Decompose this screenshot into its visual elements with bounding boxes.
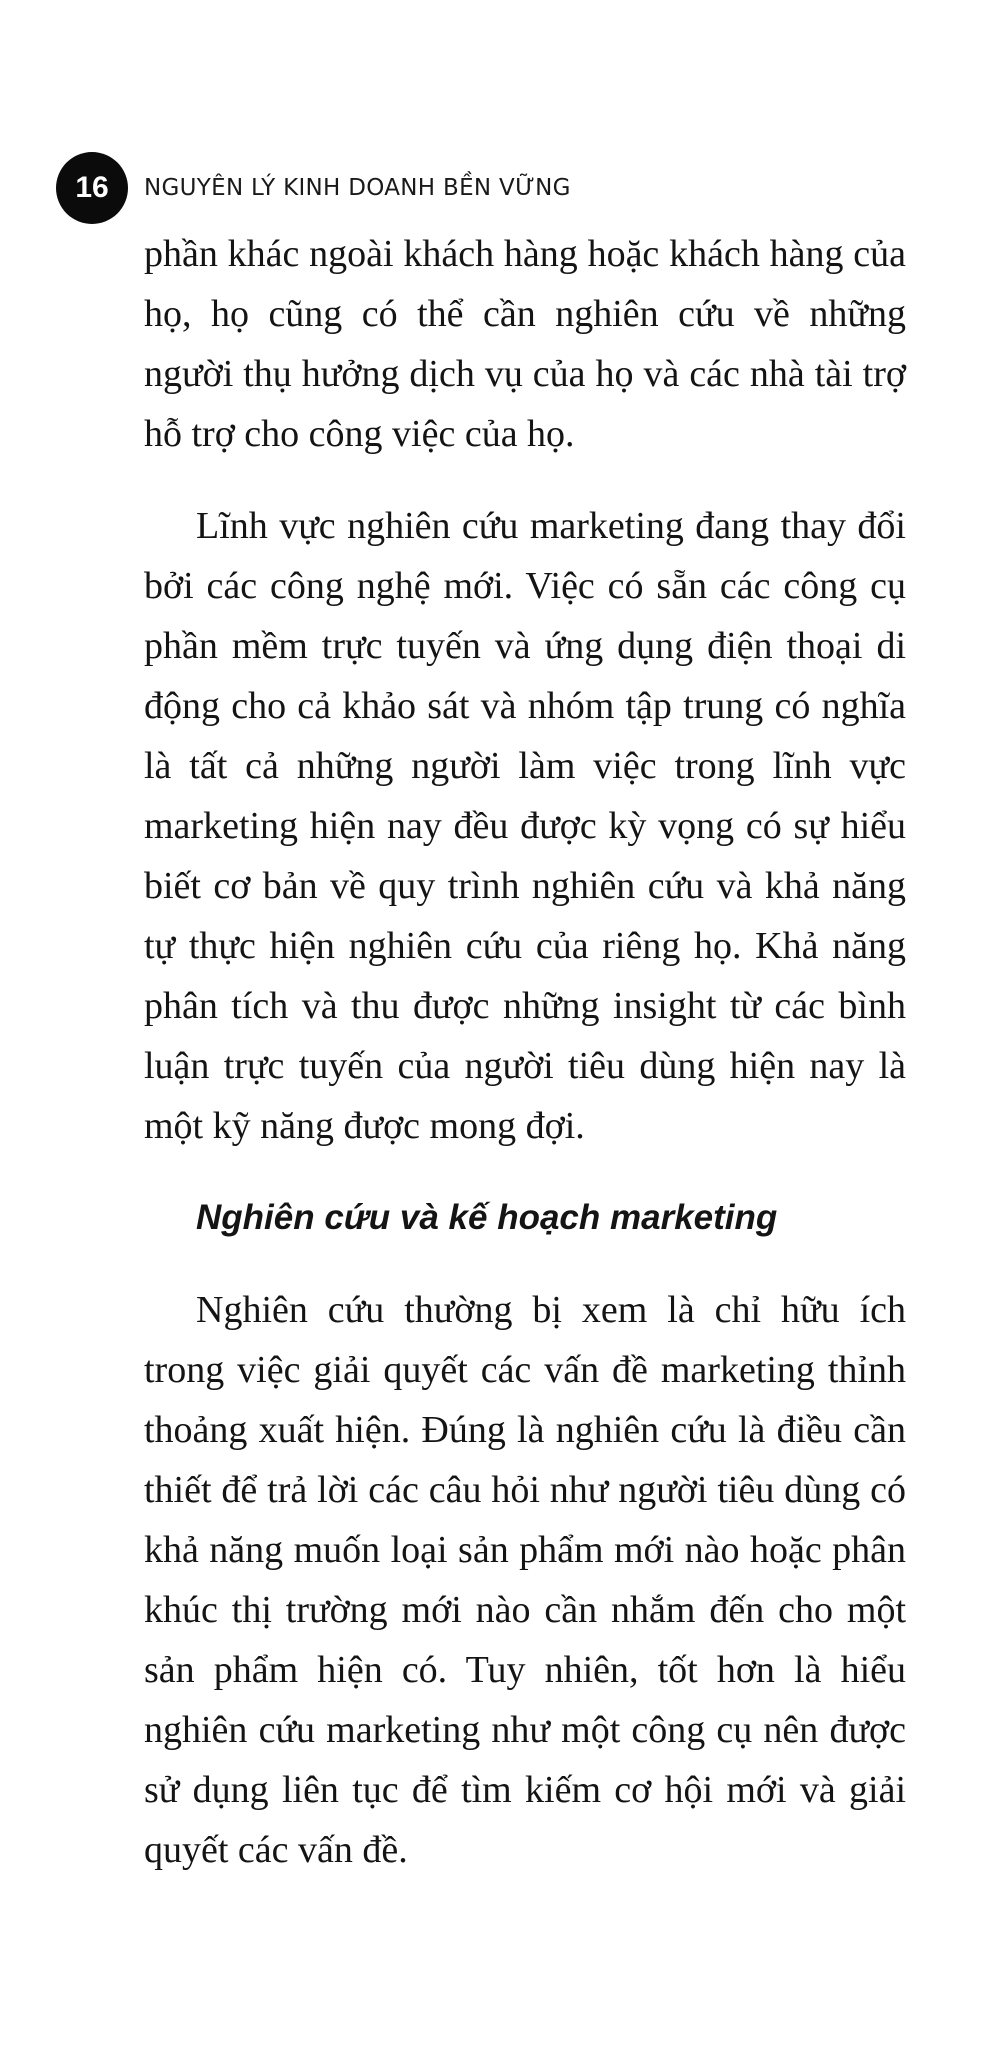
page-number-badge: 16: [56, 152, 128, 224]
paragraph: Nghiên cứu thường bị xem là chỉ hữu ích trong việc giải quyết các vấn đề marketing thỉnh thoảng xuất hiện. Đúng là nghiên cứu là điều cần thiết để trả lời các câu hỏi như người tiêu dùng có khả năng muốn loại sản phẩm mới nào hoặc phân khúc thị trường mới nào cần nhắm đến cho một sản phẩm hiện có. Tuy nhiên, tốt hơn là hiểu nghiên cứu marketing như một công cụ nên được sử dụng liên tục để tìm kiếm cơ hội mới và giải quyết các vấn đề.: [144, 1289, 906, 1871]
paragraph-spacer: [144, 1248, 906, 1280]
paragraph-spacer: [144, 1156, 906, 1188]
paragraph: Lĩnh vực nghiên cứu marketing đang thay đổi bởi các công nghệ mới. Việc có sẵn các công cụ phần mềm trực tuyến và ứng dụng điện thoại di động cho cả khảo sát và nhóm tập trung có nghĩa là tất cả những người làm việc trong lĩnh vực marketing hiện nay đều được kỳ vọng có sự hiểu biết cơ bản về quy trình nghiên cứu và khả năng tự thực hiện nghiên cứu của riêng họ. Khả năng phân tích và thu được những insight từ các bình luận trực tuyến của người tiêu dùng hiện nay là một kỹ năng được mong đợi.: [144, 505, 906, 1147]
paragraph-continued: phần khác ngoài khách hàng hoặc khách hàng của họ, họ cũng có thể cần nghiên cứu về những người thụ hưởng dịch vụ của họ và các nhà tài trợ hỗ trợ cho công việc của họ.: [144, 233, 906, 455]
page-header: [56, 152, 571, 224]
running-title: NGUYÊN LÝ KINH DOANH BỀN VỮNG: [144, 175, 571, 201]
paragraph-spacer: [144, 464, 906, 496]
body-text: [144, 224, 906, 1880]
section-heading: Nghiên cứu và kế hoạch marketing: [196, 1198, 778, 1237]
